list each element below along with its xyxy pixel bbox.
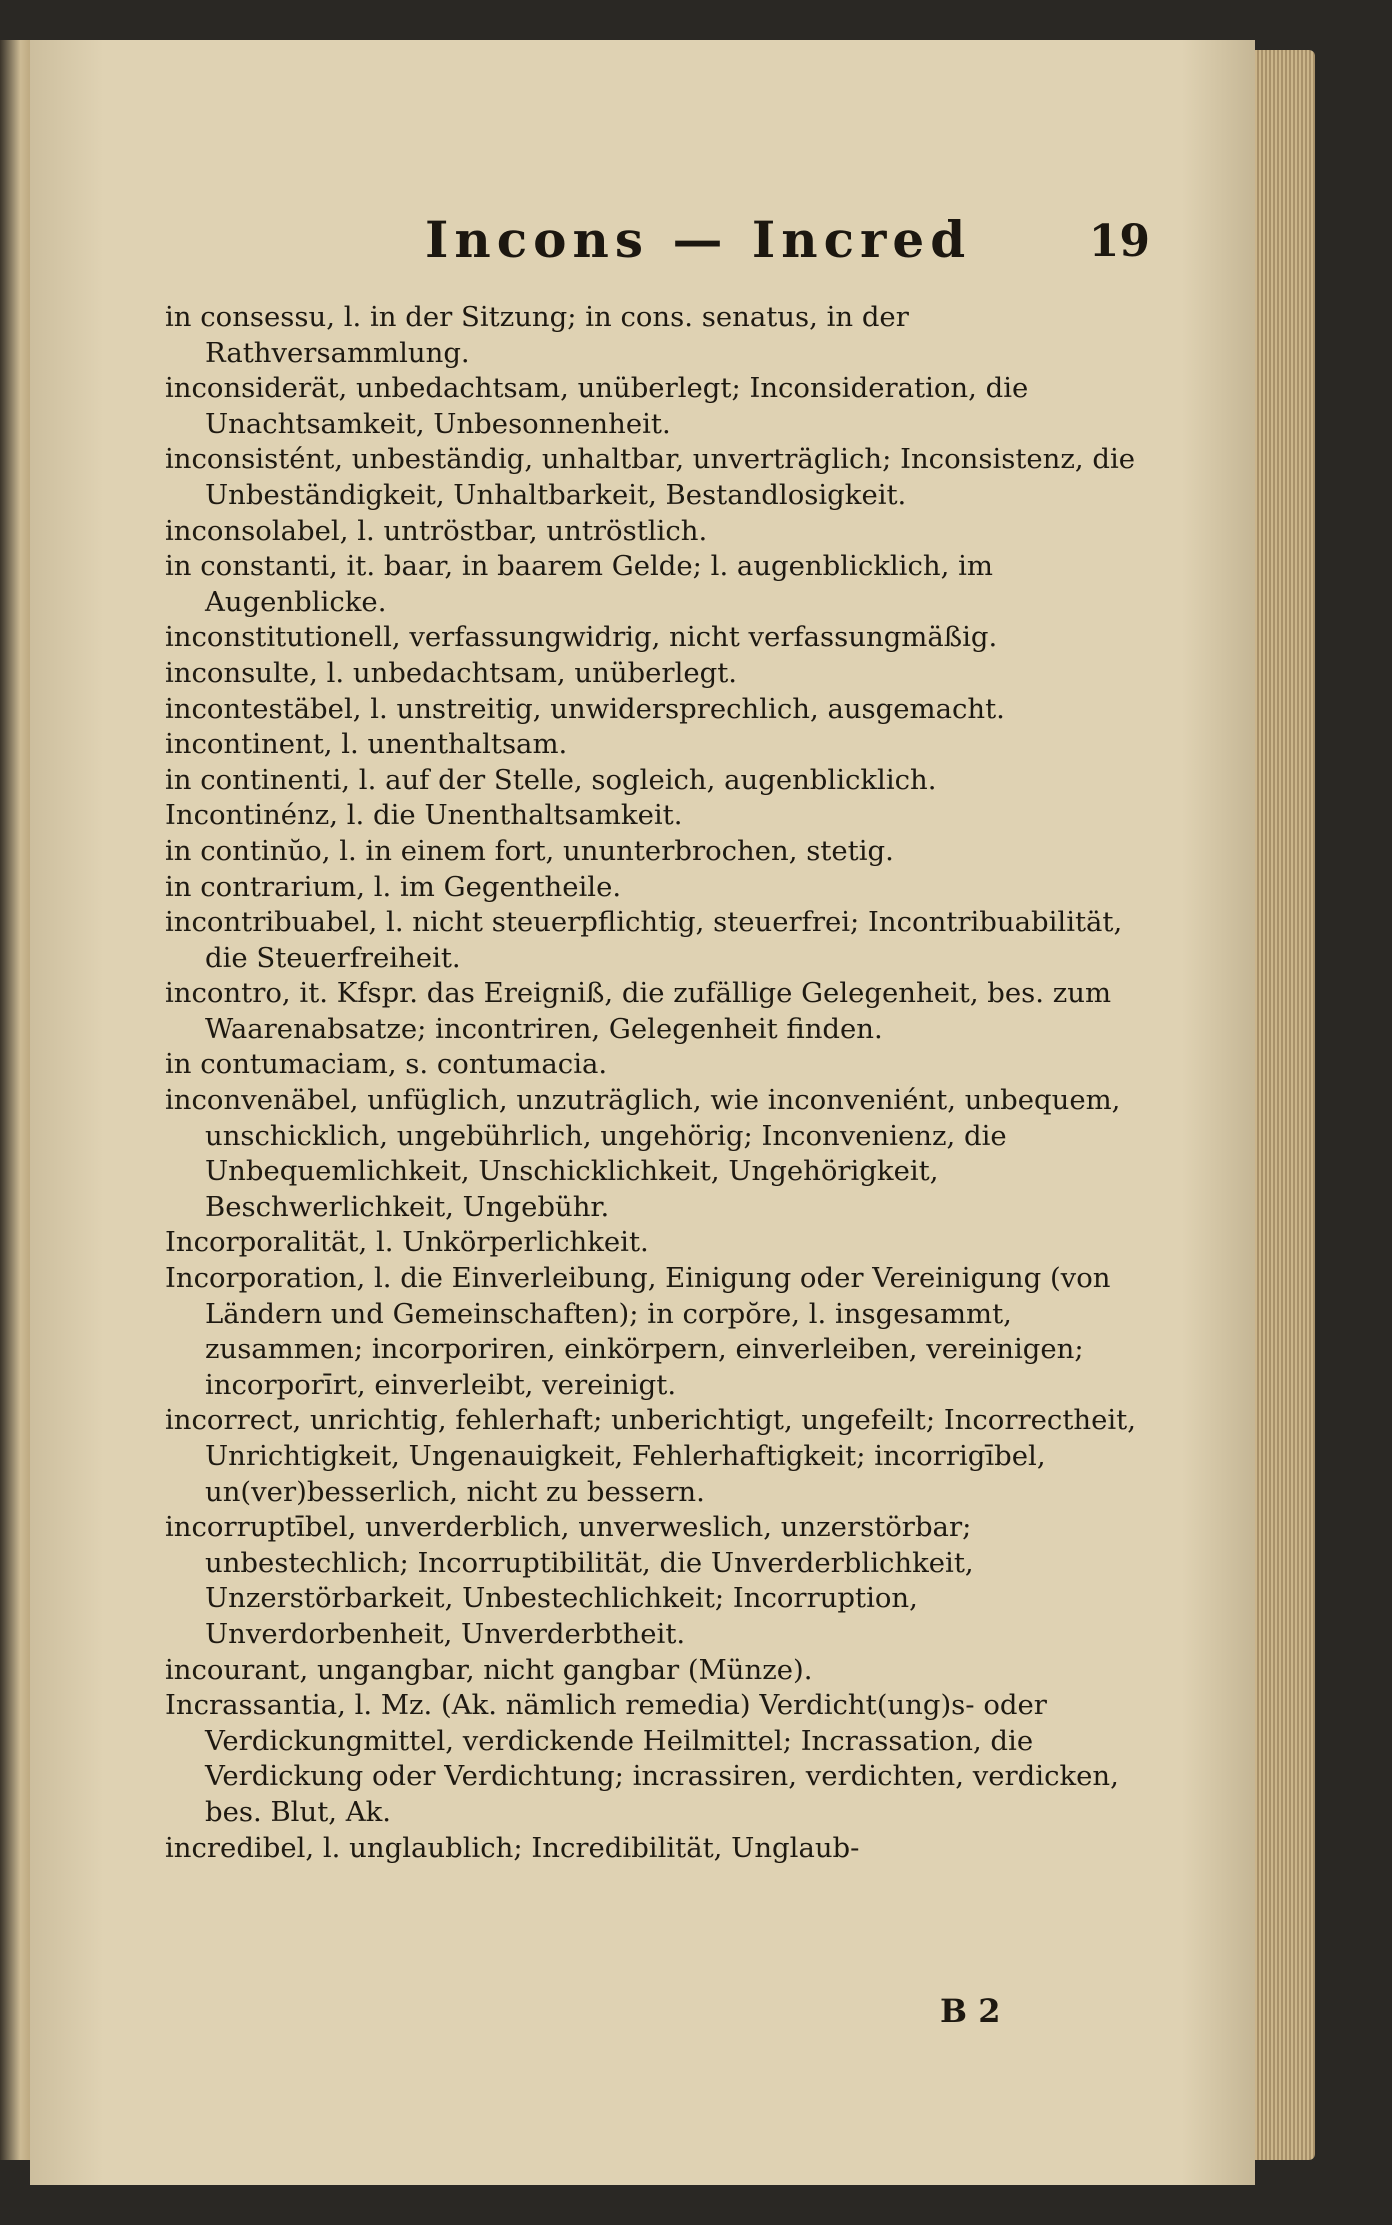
entry-inconsolabel: inconsolabel, l. untröstbar, untröstlich. (165, 514, 708, 547)
entry-incorruptibel: incorruptībel, unverderblich, unverweslich, unzerstörbar; unbestechlich; Incorruptibilität, die Unverderblichkeit, Unzerstörbarkeit, Unbestechlichkeit; Incorruption, Unverdorbenheit, Unverderbtheit. (165, 1511, 974, 1650)
page-header (120, 210, 1160, 280)
entry-inconvenabel: inconvenäbel, unfüglich, unzuträglich, wie inconveniént, unbequem, unschicklich, ungebührlich, ungehörig; Inconvenienz, die Unbequemlichkeit, Unschicklichkeit, Ungehörigkeit, Beschwerlichkeit, Ungebühr. (165, 1084, 1121, 1223)
entry-in-continenti: in continenti, l. auf der Stelle, sogleich, augenblicklich. (165, 763, 937, 796)
entry-incontinent: incontinent, l. unenthaltsam. (165, 728, 568, 761)
dictionary-entries (165, 300, 1155, 1866)
entry-in-consessu: in consessu, l. in der Sitzung; in cons. senatus, in der Rathversammlung. (165, 301, 909, 369)
entry-incrassantia: Incrassantia, l. Mz. (Ak. nämlich remedia) Verdicht(ung)s- oder Verdickungmittel, verdickende Heilmittel; Incrassation, die Verdickung oder Verdichtung; incrassiren, verdichten, verdicken, bes. Blut, Ak. (165, 1689, 1119, 1828)
entry-incredibel: incredibel, l. unglaublich; Incredibilität, Unglaub- (165, 1831, 860, 1864)
entry-in-contumaciam: in contumaciam, s. contumacia. (165, 1048, 608, 1081)
entry-inconsulte: inconsulte, l. unbedachtsam, unüberlegt. (165, 656, 738, 689)
entry-inconsistent: inconsistént, unbeständig, unhaltbar, unverträglich; Inconsistenz, die Unbeständigkeit, Unhaltbarkeit, Bestandlosigkeit. (165, 443, 1136, 511)
signature-mark: B 2 (940, 1992, 1001, 2030)
entry-incontestabel: incontestäbel, l. unstreitig, unwidersprechlich, ausgemacht. (165, 692, 1005, 725)
entry-incontribuabel: incontribuabel, l. nicht steuerpflichtig, steuerfrei; Incontribuabilität, die Steuerfreiheit. (165, 906, 1123, 974)
running-head: Incons — Incred (425, 210, 972, 269)
entry-inconsiderat: inconsiderät, unbedachtsam, unüberlegt; Inconsideration, die Unachtsamkeit, Unbesonnenheit. (165, 372, 1029, 440)
entry-incontinenz: Incontinénz, l. die Unenthaltsamkeit. (165, 799, 683, 832)
page-stack-edge (1255, 50, 1315, 2160)
entry-incorrect: incorrect, unrichtig, fehlerhaft; unberichtigt, ungefeilt; Incorrectheit, Unrichtigkeit, Ungenauigkeit, Fehlerhaftigkeit; incorrigībel, un(ver)besserlich, nicht zu bessern. (165, 1404, 1136, 1508)
entry-inconstitutionell: inconstitutionell, verfassungwidrig, nicht verfassungmäßig. (165, 621, 998, 654)
entry-in-constanti: in constanti, it. baar, in baarem Gelde; l. augenblicklich, im Augenblicke. (165, 550, 993, 618)
entry-incorporation: Incorporation, l. die Einverleibung, Einigung oder Vereinigung (von Ländern und Gemeinschaften); in corpŏre, l. insgesammt, zusammen; incorporiren, einkörpern, einverleiben, vereinigen; incorporīrt, einverleibt, vereinigt. (165, 1262, 1111, 1401)
entry-incontro: incontro, it. Kfspr. das Ereigniß, die zufällige Gelegenheit, bes. zum Waarenabsatze; incontriren, Gelegenheit finden. (165, 977, 1112, 1045)
page-number: 19 (1088, 216, 1150, 267)
entry-incorporalitat: Incorporalität, l. Unkörperlichkeit. (165, 1226, 649, 1259)
entry-in-contrarium: in contrarium, l. im Gegentheile. (165, 870, 622, 903)
entry-in-continuo: in continŭo, l. in einem fort, ununterbrochen, stetig. (165, 834, 894, 867)
left-page-edge (0, 40, 34, 2160)
entry-incourant: incourant, ungangbar, nicht gangbar (Münze). (165, 1653, 813, 1686)
